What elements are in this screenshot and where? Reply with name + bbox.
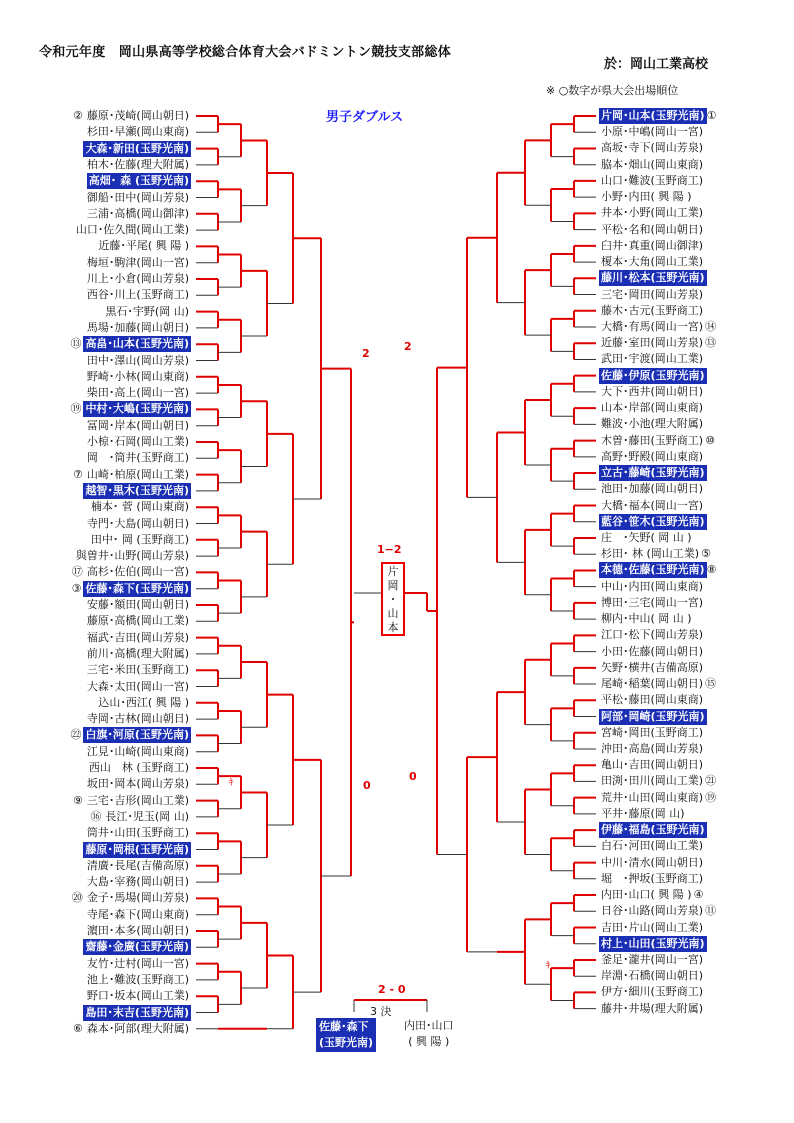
bracket-entry — [597, 481, 771, 497]
pair-name: 柏木･佐藤(理大附属) — [86, 157, 189, 171]
pair-name: 冨岡･岸本(岡山朝日) — [86, 418, 189, 432]
seed-rank: ⑰ — [71, 565, 83, 579]
page-title: 令和元年度 岡山県高等学校総合体育大会バドミントン競技支部総体 — [39, 45, 452, 60]
pair-name: 寺尾･森下(岡山東商) — [86, 907, 189, 921]
pair-name: 釜足･瀧井(岡山一宮) — [601, 952, 704, 966]
pair-name: 榎本･大角(岡山工業) — [601, 255, 704, 269]
bracket-entry — [597, 611, 771, 627]
bracket-entry — [597, 790, 771, 806]
pair-name: 小田･佐藤(岡山朝日) — [601, 644, 704, 658]
pair-name: 高畠･山本(玉野光南) — [85, 337, 189, 351]
pair-name: 近藤･平尾( 興 陽 ) — [98, 239, 189, 253]
bracket-entry — [597, 903, 771, 919]
pair-name: 田中･澤山(岡山芳泉) — [86, 353, 189, 367]
seed-rank: ⑪ — [705, 904, 717, 918]
seed-rank: ㉑ — [705, 774, 717, 788]
bracket-entry — [597, 433, 771, 449]
pair-name: 小野･内田( 興 陽 ) — [601, 190, 692, 204]
bracket-entry — [597, 287, 771, 303]
bracket-entry — [597, 238, 771, 254]
champion-char: 片 — [387, 565, 399, 578]
pair-name: 佐藤･森下(玉野光南) — [85, 581, 189, 595]
pair-name: 高畑･ 森 (玉野光南) — [88, 174, 189, 188]
pair-name: 西山 林 (玉野商工) — [88, 761, 189, 774]
bracket-entry — [38, 923, 194, 939]
pair-name: 三宅･米田(玉野商工) — [86, 663, 189, 677]
seed-rank: ④ — [693, 888, 704, 902]
pair-name: 三浦･高橋(岡山御津) — [86, 206, 189, 220]
bracket-entry — [597, 205, 771, 221]
bracket-entry — [597, 173, 771, 189]
seed-rank: ⑩ — [705, 433, 715, 447]
bracket-entry — [38, 434, 194, 450]
pair-name: 三宅･吉形(岡山工業) — [86, 793, 189, 807]
bracket-entry — [597, 676, 771, 692]
pair-name: 平松･藤田(岡山東商) — [601, 693, 704, 707]
pair-name: 岸淵･石橋(岡山朝日) — [601, 969, 704, 983]
pair-name: 亀山･吉田(岡山朝日) — [601, 758, 704, 772]
pair-name: 阿部･岡崎(玉野光南) — [601, 709, 705, 723]
pair-name: 御船･田中(岡山芳泉) — [86, 190, 189, 204]
bracket-entry — [38, 450, 194, 466]
bracket-entry — [597, 449, 771, 465]
pair-name: 井本･小野(岡山工業) — [601, 206, 704, 220]
pair-name: 庄 ･矢野( 岡 山 ) — [601, 530, 692, 544]
champion-char: ･ — [390, 593, 396, 606]
bracket-entry — [597, 465, 771, 481]
champion-box — [381, 562, 405, 636]
pair-name: 大島･宰務(岡山朝日) — [86, 875, 189, 889]
pair-name: 大橋･福本(岡山一宮) — [601, 498, 704, 512]
pair-name: 山口･佐久間(岡山工業) — [75, 223, 189, 237]
bracket-entry — [38, 467, 194, 483]
seed-rank: ② — [73, 109, 83, 122]
bracket-entry — [38, 907, 194, 923]
bracket-entry — [597, 189, 771, 205]
bracket-entry — [597, 871, 771, 887]
pair-name: 與曽井･山野(岡山芳泉) — [75, 549, 189, 563]
pair-name: 中川･清水(岡山朝日) — [601, 855, 704, 869]
bracket-entry — [38, 336, 194, 352]
pair-name: 小椋･石岡(岡山工業) — [86, 435, 189, 448]
bracket-entry — [38, 141, 194, 157]
pair-name: 大森･太田(岡山一宮) — [86, 679, 189, 693]
pair-name: 臼井･真重(岡山御津) — [601, 238, 704, 252]
bracket-entry — [597, 530, 771, 546]
bracket-entry — [38, 238, 194, 254]
bracket-entry — [38, 939, 194, 955]
left-loser-score: 0 — [363, 779, 371, 792]
bracket-entry — [38, 597, 194, 613]
pair-name: 込山･西江( 興 陽 ) — [98, 695, 189, 709]
bracket-entry — [38, 842, 194, 858]
bracket-entry — [38, 320, 194, 336]
bracket-entry — [38, 255, 194, 271]
bracket-entry — [38, 695, 194, 711]
pair-name: 山口･難波(玉野商工) — [601, 173, 704, 187]
right-semi-score: 2 — [404, 340, 412, 353]
pair-name: 筒井･山田(玉野商工) — [86, 826, 189, 840]
bracket-entry — [38, 124, 194, 140]
pair-name: 白旗･河原(玉野光南) — [85, 728, 189, 742]
bracket-entry — [597, 546, 771, 562]
pair-name: 安藤･額田(岡山朝日) — [86, 598, 189, 611]
pair-name: 宮崎･岡田(玉野商工) — [601, 725, 704, 739]
pair-name: 友竹･辻村(岡山一宮) — [86, 956, 189, 970]
bracket-entry — [38, 1021, 194, 1037]
bracket-entry — [597, 108, 771, 124]
pair-name: 村上･山田(玉野光南) — [601, 936, 705, 950]
bracket-entry — [38, 988, 194, 1004]
bracket-entry — [597, 952, 771, 968]
pair-name: 高野･野殿(岡山東商) — [601, 449, 704, 463]
bracket-entry — [38, 222, 194, 238]
pair-name: 大森･新田(玉野光南) — [85, 141, 189, 155]
seed-rank: ⑥ — [73, 1021, 83, 1035]
left-semi-score: 2 — [362, 347, 370, 360]
pair-name: 田中･ 岡 (玉野商工) — [90, 532, 189, 546]
bracket-entry — [597, 741, 771, 757]
bracket-entry — [38, 516, 194, 532]
bracket-entry — [597, 1001, 771, 1017]
pair-name: 江口･松下(岡山芳泉) — [601, 628, 704, 642]
third-score: 2 - 0 — [378, 983, 406, 996]
pair-name: 本德･佐藤(玉野光南) — [601, 563, 705, 577]
champion-char: 山 — [387, 607, 399, 620]
bracket-entry — [38, 532, 194, 548]
pair-name: 藍谷･笹木(玉野光南) — [601, 514, 705, 528]
pair-name: 山本･岸部(岡山東商) — [601, 401, 704, 415]
pair-name: 江見･山崎(岡山東商) — [86, 744, 189, 758]
seed-rank: ⑤ — [701, 547, 711, 561]
bracket-entry — [38, 613, 194, 629]
pair-name: 杉田･早瀬(岡山東商) — [86, 125, 189, 139]
bracket-entry — [597, 822, 771, 838]
bracket-entry — [597, 887, 771, 903]
pair-name: 柳内･中山( 岡 山 ) — [601, 612, 692, 626]
third-winner-school: (玉野光南) — [319, 1036, 374, 1049]
bracket-entry — [38, 548, 194, 564]
bracket-entry — [38, 206, 194, 222]
seed-rank: ⑳ — [71, 891, 83, 905]
bracket-entry — [38, 711, 194, 727]
seed-rank: ⑮ — [705, 677, 717, 691]
seed-rank: ㉒ — [70, 728, 82, 742]
third-place-loser — [404, 1018, 454, 1050]
bracket-entry — [38, 173, 194, 189]
bracket-entry — [38, 679, 194, 695]
bracket-entry — [597, 725, 771, 741]
pair-name: 片岡･山本(玉野光南) — [601, 109, 705, 122]
bracket-entry — [38, 809, 194, 825]
third-winner-names: 佐藤･森下 — [319, 1020, 369, 1033]
bracket-entry — [38, 564, 194, 580]
pair-name: 野崎･小林(岡山東商) — [86, 369, 189, 383]
pair-name: 藤川･松本(玉野光南) — [601, 271, 705, 285]
pair-name: 高杉･佐伯(岡山一宮) — [86, 565, 189, 579]
seed-rank: ⑨ — [73, 793, 83, 807]
seed-rank: ⑧ — [706, 563, 717, 577]
pair-name: 白石･河田(岡山工業) — [601, 839, 704, 853]
bracket-entry — [597, 335, 771, 351]
pair-name: 近藤･室田(岡山芳泉) — [601, 336, 704, 350]
bracket-entry — [38, 825, 194, 841]
pair-name: 金子･馬場(岡山芳泉) — [86, 891, 189, 905]
bracket-entry — [597, 124, 771, 140]
bracket-entry — [38, 353, 194, 369]
bracket-entry — [38, 646, 194, 662]
pair-name: 中山･内田(岡山東商) — [601, 579, 704, 593]
bracket-entry — [597, 400, 771, 416]
right-kiken-mark: ｷ — [546, 961, 551, 971]
pair-name: 立古･藤崎(玉野光南) — [601, 466, 705, 480]
pair-name: 藤木･古元(玉野商工) — [601, 303, 704, 317]
third-place-label: 3 決 — [370, 1005, 392, 1018]
pair-name: 平松･名和(岡山朝日) — [601, 222, 704, 236]
pair-name: 中村･大嶋(玉野光南) — [85, 402, 189, 416]
seed-rank: ③ — [71, 581, 82, 595]
pair-name: 黒石･宇野(岡 山) — [105, 304, 189, 318]
pair-name: 馬場･加藤(岡山朝日) — [86, 320, 189, 334]
bracket-entry — [597, 416, 771, 432]
pair-name: 濵田･本多(岡山朝日) — [86, 924, 189, 937]
bracket-entry — [597, 384, 771, 400]
bracket-entry — [597, 351, 771, 367]
bracket-entry — [38, 744, 194, 760]
bracket-entry — [597, 140, 771, 156]
pair-name: 矢野･横井(吉備高原) — [601, 660, 704, 674]
bracket-entry — [597, 157, 771, 173]
pair-name: 山崎･柏原(岡山工業) — [86, 467, 189, 481]
bracket-entry — [597, 773, 771, 789]
bracket-entry — [38, 727, 194, 743]
bracket-entry — [597, 368, 771, 384]
pair-name: 福武･吉田(岡山芳泉) — [86, 630, 189, 644]
bracket-entry — [38, 581, 194, 597]
bracket-entry — [597, 270, 771, 286]
pair-name: 伊藤･福島(玉野光南) — [601, 823, 705, 837]
bracket-entry — [38, 369, 194, 385]
bracket-entry — [597, 920, 771, 936]
bracket-entry — [38, 662, 194, 678]
seed-rank: ⑬ — [705, 336, 717, 350]
bracket-entry — [597, 855, 771, 871]
seed-rank: ⑯ — [90, 809, 102, 823]
pair-name: 田渕･田川(岡山工業) — [601, 774, 704, 788]
bracket-entry — [38, 190, 194, 206]
pair-name: 沖田･高島(岡山芳泉) — [601, 741, 704, 755]
seed-rank: ⑦ — [73, 467, 83, 481]
bracket-entry — [597, 644, 771, 660]
seed-rank: ⑭ — [705, 319, 717, 333]
pair-name: 川上･小倉(岡山芳泉) — [86, 272, 189, 285]
seed-rank: ⑲ — [70, 402, 82, 416]
pair-name: 佐藤･伊原(玉野光南) — [601, 368, 705, 382]
bracket-entry — [597, 222, 771, 238]
seed-rank: ① — [706, 109, 717, 122]
pair-name: 梅垣･駒津(岡山一宮) — [86, 255, 189, 269]
bracket-entry — [597, 514, 771, 530]
third-loser-names: 内田･山口 — [404, 1019, 454, 1032]
pair-name: 寺岡･古林(岡山朝日) — [86, 712, 189, 726]
bracket-entry — [38, 418, 194, 434]
bracket-entry — [38, 630, 194, 646]
bracket-entry — [597, 692, 771, 708]
bracket-entry — [38, 760, 194, 776]
bracket-entry — [38, 287, 194, 303]
bracket-entry — [597, 627, 771, 643]
pair-name: 大下･西井(岡山朝日) — [601, 384, 704, 398]
bracket-entry — [38, 776, 194, 792]
pair-name: 齋藤･金廣(玉野光南) — [85, 940, 189, 954]
pair-name: 清廣･長尾(吉備高原) — [86, 858, 189, 872]
bracket-entry — [38, 972, 194, 988]
third-place-winner — [316, 1018, 376, 1052]
bracket-entry — [38, 304, 194, 320]
pair-name: 堀 ･押坂(玉野商工) — [601, 871, 704, 885]
bracket-entry — [38, 874, 194, 890]
pair-name: 岡 ･筒井(玉野商工) — [86, 451, 189, 465]
bracket-entry — [597, 579, 771, 595]
pair-name: 尾崎･稲葉(岡山朝日) — [601, 677, 704, 691]
pair-name: 小原･中嶋(岡山一宮) — [601, 125, 704, 139]
pair-name: 柴田･高上(岡山一宮) — [86, 386, 189, 400]
bracket-entry — [597, 968, 771, 984]
bracket-entry — [597, 319, 771, 335]
pair-name: 高坂･寺下(岡山芳泉) — [601, 141, 704, 155]
pair-name: 木曽･藤田(玉野商工) — [601, 433, 704, 447]
bracket-entry — [597, 303, 771, 319]
seed-note: ※ ○数字が県大会出場順位 — [546, 84, 679, 97]
pair-name: 藤原･高橋(岡山工業) — [86, 614, 189, 628]
pair-name: 寺門･大島(岡山朝日) — [86, 516, 189, 530]
bracket-entry — [38, 108, 194, 124]
pair-name: 池田･加藤(岡山朝日) — [601, 482, 704, 496]
bracket-entry — [597, 562, 771, 578]
pair-name: 吉田･片山(岡山工業) — [601, 920, 704, 934]
bracket-entry — [38, 483, 194, 499]
bracket-entry — [38, 271, 194, 287]
pair-name: 難波･小池(理大附属) — [601, 417, 704, 431]
pair-name: 楠本･ 菅 (岡山東商) — [90, 500, 189, 514]
pair-name: 内田･山口( 興 陽 ) — [601, 888, 692, 902]
bracket-entry — [597, 660, 771, 676]
bracket-entry — [597, 838, 771, 854]
bracket-entry — [38, 385, 194, 401]
pair-name: 藤原･岡根(玉野光南) — [85, 842, 189, 856]
bracket-entry — [38, 499, 194, 515]
pair-name: 杉田･ 林 (岡山工業) — [601, 547, 700, 561]
pair-name: 西谷･川上(玉野商工) — [86, 288, 189, 302]
pair-name: 脇本･畑山(岡山東商) — [601, 157, 704, 171]
pair-name: 荒井･山田(岡山東商) — [601, 790, 704, 804]
pair-name: 島田･末吉(玉野光南) — [85, 1005, 189, 1019]
right-loser-score: 0 — [409, 770, 417, 783]
bracket-entry — [597, 984, 771, 1000]
pair-name: 坂田･岡本(岡山芳泉) — [86, 777, 189, 791]
final-score: 1−2 — [377, 543, 402, 556]
pair-name: 森本･阿部(理大附属) — [86, 1021, 189, 1035]
third-loser-school: ( 興 陽 ) — [408, 1035, 450, 1048]
bracket-entry — [38, 956, 194, 972]
pair-name: 博田･三宅(岡山一宮) — [601, 595, 704, 609]
champion-char: 本 — [387, 621, 399, 634]
champion-char: 岡 — [387, 579, 399, 592]
event-title: 男子ダブルス — [326, 110, 404, 125]
bracket-entry — [597, 595, 771, 611]
pair-name: 藤原･茂崎(岡山朝日) — [86, 109, 189, 122]
pair-name: 平井･藤原(岡 山) — [601, 806, 685, 820]
bracket-entry — [597, 936, 771, 952]
venue: 於：岡山工業高校 — [604, 57, 709, 72]
seed-rank: ⑲ — [705, 790, 717, 804]
pair-name: 長江･児玉(岡 山) — [105, 809, 189, 823]
bracket-entry — [597, 498, 771, 514]
pair-name: 藤井･井場(理大附属) — [601, 1001, 704, 1015]
bracket-entry — [38, 1005, 194, 1021]
bracket-entry — [38, 157, 194, 173]
left-kiken-mark: ｷ — [229, 778, 234, 788]
bracket-entry — [597, 254, 771, 270]
bracket-entry — [597, 757, 771, 773]
pair-name: 前川･高橋(理大附属) — [86, 646, 189, 660]
pair-name: 伊方･細川(玉野商工) — [601, 985, 704, 999]
bracket-entry — [597, 709, 771, 725]
seed-rank: ⑬ — [70, 337, 82, 351]
bracket-entry — [38, 793, 194, 809]
pair-name: 野口･坂本(岡山工業) — [86, 989, 189, 1003]
pair-name: 越智･黒木(玉野光南) — [85, 483, 189, 497]
pair-name: 大橋･有馬(岡山一宮) — [601, 319, 704, 333]
pair-name: 日谷･山路(岡山芳泉) — [601, 904, 704, 918]
pair-name: 池上･難波(玉野商工) — [86, 972, 189, 986]
bracket-entry — [38, 890, 194, 906]
bracket-entry — [38, 401, 194, 417]
pair-name: 三宅･岡田(岡山芳泉) — [601, 287, 704, 301]
pair-name: 武田･宇渡(岡山工業) — [601, 352, 704, 366]
bracket-entry — [38, 858, 194, 874]
bracket-entry — [597, 806, 771, 822]
